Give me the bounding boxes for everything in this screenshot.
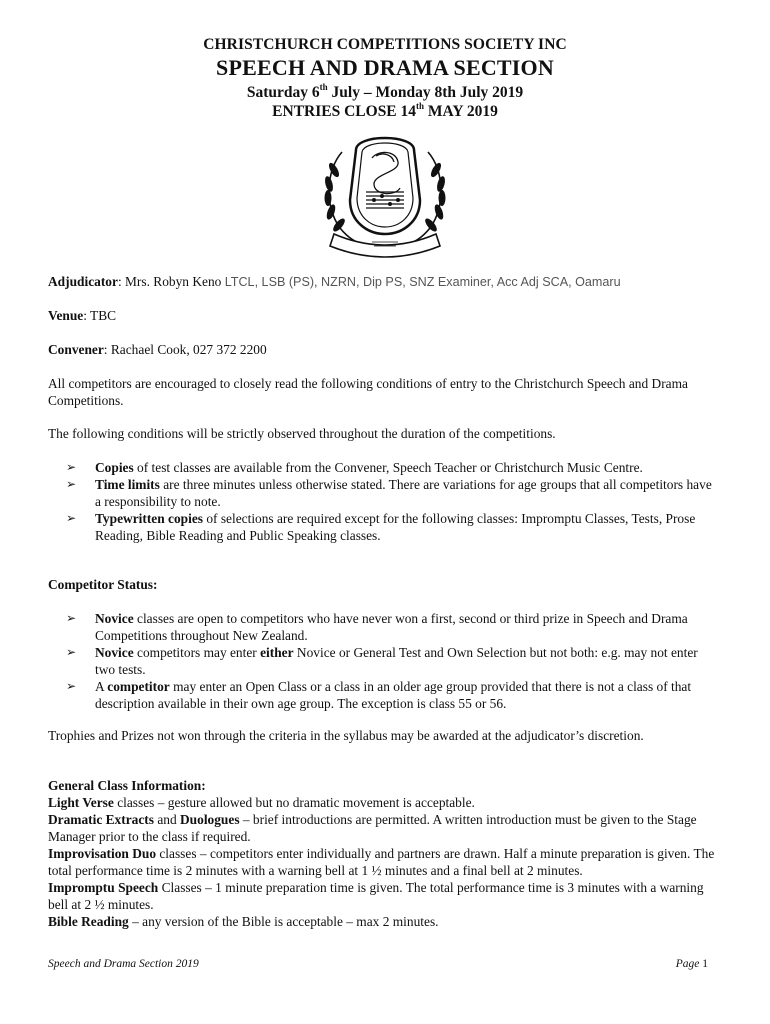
event-dates: Saturday 6th July – Monday 8th July 2019 — [246, 82, 524, 101]
general-info-heading: General Class Information: — [48, 778, 206, 793]
venue-line: Venue: TBC — [48, 308, 117, 323]
footer-section-name: Speech and Drama Section 2019 — [48, 958, 199, 970]
organization-title: CHRISTCHURCH COMPETITIONS SOCIETY INC — [203, 36, 567, 53]
general-class-info — [48, 777, 720, 930]
trophies-paragraph: Trophies and Prizes not won through the criteria in the syllabus may be awarded at the adjudicator’s discretion. — [48, 728, 644, 743]
status-list — [66, 610, 720, 712]
bible-reading-info: Bible Reading – any version of the Bible is acceptable – max 2 minutes. — [48, 914, 439, 929]
list-item: ➢ Novice competitors may enter either Novice or General Test and Own Selection but not both: e.g. may not enter two tests. — [66, 645, 698, 677]
arrow-bullet-icon: ➢ — [66, 460, 77, 474]
list-item: ➢ Copies of test classes are available from the Convener, Speech Teacher or Christchurch Music Centre. — [66, 460, 643, 475]
arrow-bullet-icon: ➢ — [66, 477, 77, 491]
competitor-status-heading: Competitor Status: — [48, 577, 158, 592]
section-title: SPEECH AND DRAMA SECTION — [216, 55, 554, 80]
arrow-bullet-icon: ➢ — [66, 511, 77, 525]
impromptu-speech-info: Impromptu Speech Classes – 1 minute preparation time is given. The total performance time is 3 minutes with a warning bell at 2 ½ minutes. — [48, 880, 704, 912]
light-verse-info: Light Verse classes – gesture allowed but no dramatic movement is acceptable. — [48, 795, 475, 810]
list-item: ➢ Typewritten copies of selections are required except for the following classes: Impromptu Classes, Tests, Prose Reading, Bible Reading and Public Speaking classes. — [66, 511, 696, 543]
footer-page-number: Page 1 — [675, 958, 708, 970]
list-item: ➢ Time limits are three minutes unless otherwise stated. There are variations for age groups that all competitors have a responsibility to note. — [66, 477, 712, 509]
society-emblem-logo — [312, 130, 458, 262]
list-item: ➢ Novice classes are open to competitors who have never won a first, second or third prize in Speech and Drama Competitions throughout New Zealand. — [66, 611, 688, 643]
list-item: ➢ A competitor may enter an Open Class or a class in an older age group provided that there is not a class of that description available in their own age group. The exception is class 55 or 56. — [66, 679, 692, 711]
intro-paragraph: All competitors are encouraged to closely read the following conditions of entry to the Christchurch Speech and Drama Competitions. — [48, 376, 688, 408]
adjudicator-line: Adjudicator: Mrs. Robyn Keno LTCL, LSB (PS), NZRN, Dip PS, SNZ Examiner, Acc Adj SCA, Oamaru — [48, 274, 621, 289]
improvisation-duo-info: Improvisation Duo classes – competitors enter individually and partners are drawn. Half a minute preparation is given. The total performance time is 2 minutes with a warning bell at 1 ½ minutes and a final bell at 2 minutes. — [48, 846, 715, 878]
dramatic-extracts-info: Dramatic Extracts and Duologues – brief introductions are permitted. A written introduction must be given to the Stage Manager prior to the class if required. — [48, 812, 697, 844]
arrow-bullet-icon: ➢ — [66, 645, 77, 659]
convener-line: Convener: Rachael Cook, 027 372 2200 — [48, 342, 267, 357]
conditions-intro: The following conditions will be strictly observed throughout the duration of the competitions. — [48, 426, 556, 441]
arrow-bullet-icon: ➢ — [66, 679, 77, 693]
entries-close: ENTRIES CLOSE 14th MAY 2019 — [272, 101, 498, 120]
arrow-bullet-icon: ➢ — [66, 611, 77, 625]
conditions-list — [66, 459, 720, 544]
